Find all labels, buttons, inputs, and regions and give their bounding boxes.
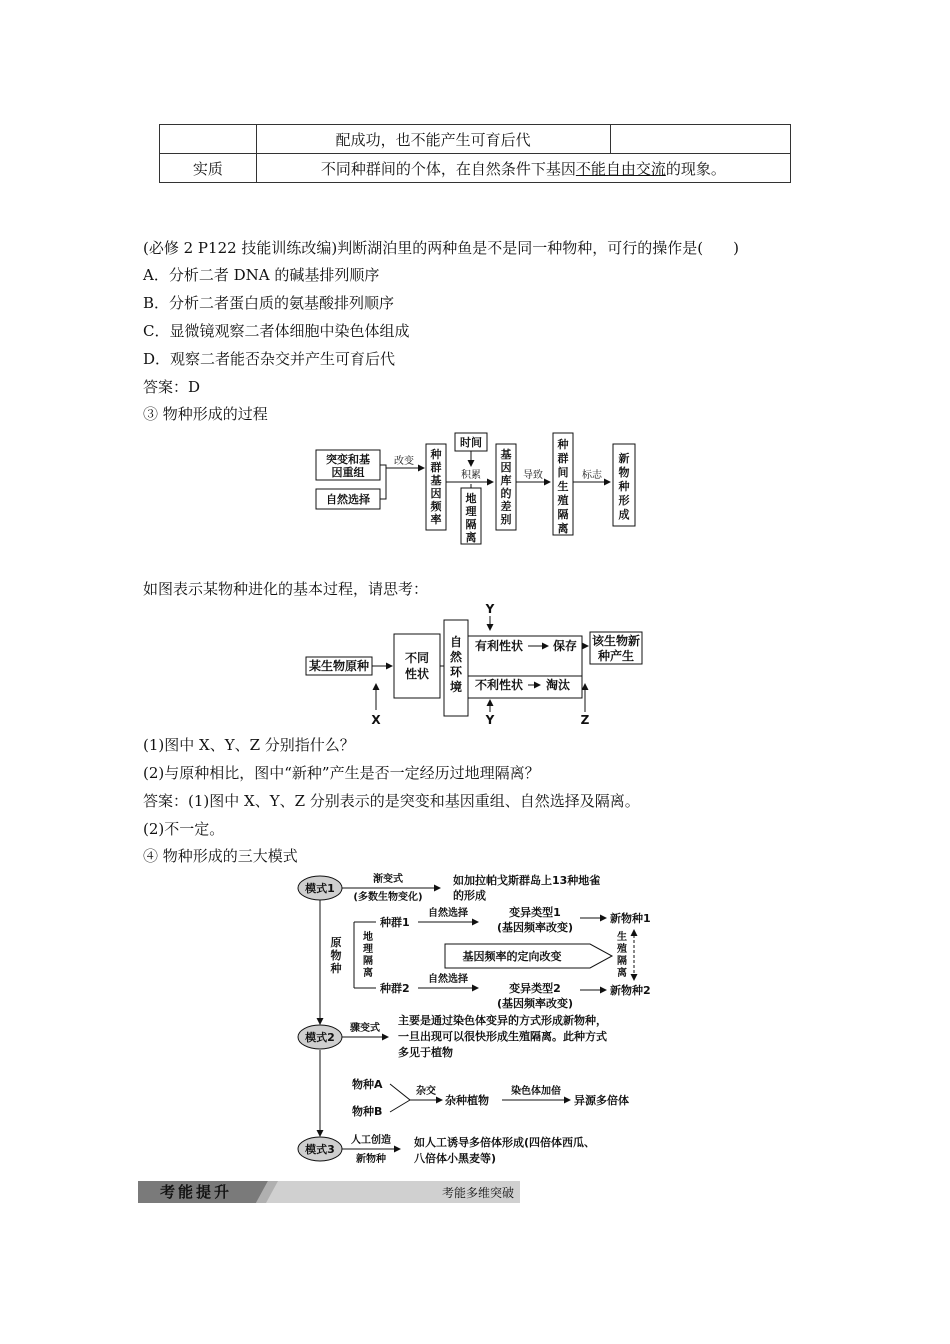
svg-text:群: 群 [430,461,442,474]
var2-label: 变异类型2 [509,982,561,995]
option-d: D．观察二者能否杂交并产生可育后代 [143,350,396,368]
speciation-modes-diagram [290,868,670,1172]
svg-text:的: 的 [500,487,512,500]
artificial-label: 人工创造 [351,1135,391,1146]
mode1-label: 模式1 [305,882,335,895]
svg-text:自: 自 [449,635,463,649]
mutation-label: 突变和基 [326,453,370,466]
banner-graphic [138,1181,520,1203]
accumulate-label: 积累 [461,470,481,481]
banner-title: 考能提升 [159,1183,233,1201]
question-stem: (必修 2 P122 技能训练改编)判断湖泊里的两种鱼是不是同一种物种，可行的操作是( ) [143,239,739,257]
svg-text:隔: 隔 [557,508,569,521]
svg-text:境: 境 [449,680,463,694]
svg-text:成: 成 [618,508,630,521]
new-species-label: 该生物新 [591,634,641,648]
option-c: C．显微镜观察二者体细胞中染色体组成 [143,322,410,340]
svg-text:基: 基 [500,448,512,461]
svg-text:殖: 殖 [617,944,627,955]
svg-text:率: 率 [430,513,442,526]
mark-label: 标志 [582,470,602,481]
table-row [160,154,791,183]
good-trait-label: 有利性状 [474,639,524,653]
essence-text-end: 的现象。 [665,159,726,178]
traits-box [394,634,440,698]
mutation-label: 因重组 [331,466,365,479]
mode2-desc: 主要是通过染色体变异的方式形成新物种， [398,1014,607,1027]
repro-iso-text [557,437,569,535]
var1-sub-label: (基因频率改变) [496,921,574,934]
x-label: X [371,713,381,727]
speciesA-label: 物种A [352,1078,383,1091]
mode3-desc: 如人工诱导多倍体形成(四倍体西瓜、 [414,1136,596,1149]
traits-label: 不同 [404,651,430,665]
sudden-label: 骤变式 [350,1023,380,1034]
svg-text:隔: 隔 [617,956,627,967]
evolution-diagram [300,600,650,730]
gradual-sub-label: (多数生物变化) [353,892,423,903]
svg-text:新: 新 [618,452,630,465]
svg-text:隔: 隔 [465,518,477,531]
speciation-process-diagram [310,430,640,548]
section-heading: ④ 物种形成的三大模式 [143,847,298,865]
svg-text:差: 差 [500,500,512,513]
svg-text:理: 理 [465,505,477,518]
change-label: 改变 [394,456,414,467]
svg-text:理: 理 [363,944,373,955]
svg-text:然: 然 [449,650,463,664]
svg-text:环: 环 [449,665,463,679]
comparison-table [159,124,791,183]
gene-freq-text [430,447,443,526]
y-bottom-label: Y [485,713,495,727]
essence-underline: 不能自由交流 [575,159,666,178]
lead-label: 导致 [523,470,543,481]
banner-subtitle: 考能多维突破 [441,1186,514,1200]
option-a: A．分析二者 DNA 的碱基排列顺序 [143,266,380,284]
svg-text:生: 生 [557,480,569,493]
bad-trait-label: 不利性状 [474,678,524,692]
svg-text:地: 地 [363,932,373,943]
hybrid-label: 杂交 [416,1086,436,1097]
allopoly-label: 异源多倍体 [574,1094,629,1107]
svg-text:间: 间 [557,466,569,479]
natsel1-label: 自然选择 [428,908,468,919]
paragraph: 如图表示某物种进化的基本过程，请思考： [143,580,429,598]
speciesB-label: 物种B [352,1105,383,1118]
mode3-desc: 八倍体小黑麦等) [414,1152,497,1165]
svg-text:殖: 殖 [557,494,569,507]
keep-label: 保存 [552,639,578,653]
section-heading: ③ 物种形成的过程 [143,405,268,423]
z-label: Z [580,713,590,727]
answer-1: 答案：(1)图中 X、Y、Z 分别表示的是突变和基因重组、自然选择及隔离。 [143,792,640,810]
svg-text:形: 形 [618,494,630,507]
table-row [160,125,791,154]
table-cell: 配成功，也不能产生可育后代 [256,125,610,154]
var2-sub-label: (基因频率改变) [496,997,574,1010]
question-2: (2)与原种相比，图中“新种”产生是否一定经历过地理隔离？ [143,764,540,782]
original-label: 物 [330,949,342,962]
svg-text:因: 因 [500,461,512,474]
geo-iso-text [466,491,478,544]
mode2-desc: 一旦出现可以很快形成生殖隔离。此种方式 [398,1030,607,1043]
svg-text:隔: 隔 [363,956,373,967]
pop2-label: 种群2 [380,982,410,995]
repro-iso-text [617,930,627,979]
chrom-double-label: 染色体加倍 [511,1086,561,1097]
new2-label: 新物种2 [610,984,651,997]
table-cell [256,154,790,183]
gene-pool-text [501,447,512,526]
var1-label: 变异类型1 [509,906,561,919]
table-cell [610,125,790,154]
original-label: 种 [330,962,342,975]
original-label: 原 [330,936,342,949]
new1-label: 新物种1 [610,912,651,925]
mode3-label: 模式3 [305,1143,335,1156]
svg-text:离: 离 [617,968,627,979]
option-b: B．分析二者蛋白质的氨基酸排列顺序 [143,294,395,312]
natsel2-label: 自然选择 [428,974,468,985]
svg-text:离: 离 [557,522,569,535]
directional-label: 基因频率的定向改变 [462,950,562,963]
eliminate-label: 淘汰 [545,678,571,692]
new-species-label: 种产生 [597,649,635,663]
svg-text:离: 离 [363,968,373,979]
mode2-desc: 多见于植物 [398,1046,453,1059]
example1-text: 如加拉帕戈斯群岛上13种地雀 [453,874,601,887]
selection-label: 自然选择 [326,493,370,506]
svg-text:种: 种 [557,438,569,451]
mode2-label: 模式2 [305,1031,335,1044]
traits-label: 性状 [404,667,430,681]
svg-text:种: 种 [618,480,630,493]
svg-text:生: 生 [617,932,627,943]
new-species-label: 新物种 [356,1154,386,1165]
svg-text:地: 地 [465,492,477,505]
svg-text:别: 别 [500,513,512,526]
gradual-label: 渐变式 [373,874,403,885]
svg-text:频: 频 [430,500,442,513]
original-species-label: 某生物原种 [308,659,370,673]
svg-text:群: 群 [557,452,569,465]
svg-text:因: 因 [430,487,442,500]
pop1-label: 种群1 [380,916,410,929]
table-cell-label: 实质 [160,154,257,183]
time-label: 时间 [460,436,482,449]
essence-text: 不同种群间的个体，在自然条件下基因 [320,159,576,178]
svg-text:物: 物 [618,466,630,479]
hybrid-plant-label: 杂种植物 [445,1094,489,1107]
svg-text:基: 基 [430,474,442,487]
example1-text: 的形成 [453,889,486,902]
svg-text:种: 种 [430,448,442,461]
question-1: (1)图中 X、Y、Z 分别指什么？ [143,736,355,754]
answer-2: (2)不一定。 [143,820,225,838]
new-species-text [618,451,631,521]
y-top-label: Y [485,602,495,616]
section-banner [138,1181,520,1203]
answer: 答案：D [143,378,201,396]
geo-iso-text [363,930,374,979]
svg-text:离: 离 [465,531,477,544]
table-cell [160,125,257,154]
svg-text:库: 库 [500,474,512,487]
